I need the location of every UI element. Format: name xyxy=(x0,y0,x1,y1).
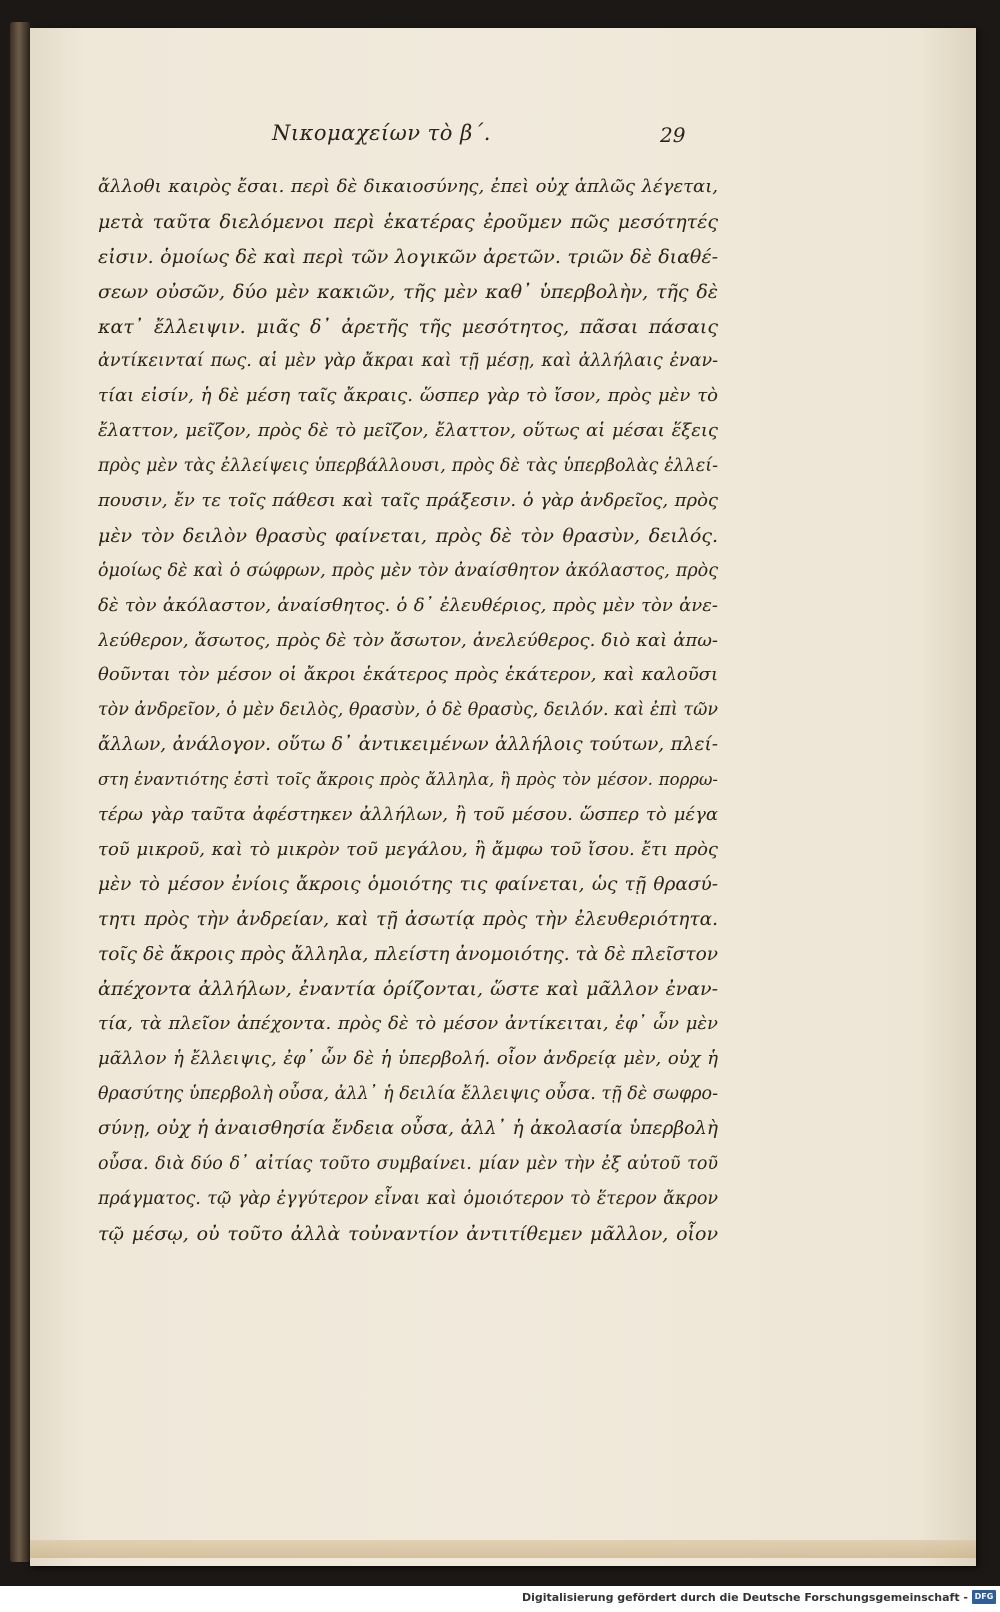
text-line: θοῦνται τὸν μέσον οἱ ἄκροι ἑκάτερος πρὸς ἑκάτερον, καὶ καλοῦσι xyxy=(98,664,718,686)
text-line: στη ἐναντιότης ἐστὶ τοῖς ἄκροις πρὸς ἄλληλα, ἢ πρὸς τὸν μέσον. πορρω- xyxy=(98,770,718,790)
text-line: τία, τὰ πλεῖον ἀπέχοντα. πρὸς δὲ τὸ μέσον ἀντίκειται, ἐφ᾿ ὧν μὲν xyxy=(98,1013,718,1035)
text-line: ἀπέχοντα ἀλλήλων, ἐναντία ὁρίζονται, ὥστε καὶ μᾶλλον ἐναν- xyxy=(98,978,718,1001)
text-line: σύνῃ, οὐχ ἡ ἀναισθησία ἔνδεια οὖσα, ἀλλ᾿ ἡ ἀκολασία ὑπερβολὴ xyxy=(98,1118,718,1140)
text-line: τίαι εἰσίν, ἡ δὲ μέση ταῖς ἄκραις. ὥσπερ γὰρ τὸ ἴσον, πρὸς μὲν τὸ xyxy=(98,385,718,407)
text-line: τέρω γὰρ ταῦτα ἀφέστηκεν ἀλλήλων, ἢ τοῦ μέσου. ὥσπερ τὸ μέγα xyxy=(98,804,718,826)
body-text xyxy=(98,170,718,1252)
text-line: τοῖς δὲ ἄκροις πρὸς ἄλληλα, πλείστη ἀνομοιότης. τὰ δὲ πλεῖστον xyxy=(98,943,718,965)
text-line: εἰσιν. ὁμοίως δὲ καὶ περὶ τῶν λογικῶν ἀρετῶν. τριῶν δὲ διαθέ- xyxy=(98,245,718,268)
text-line: τητι πρὸς τὴν ἀνδρείαν, καὶ τῇ ἀσωτίᾳ πρὸς τὴν ἐλευθεριότητα. xyxy=(98,908,718,930)
text-line: τῷ μέσῳ, οὐ τοῦτο ἀλλὰ τοὐναντίον ἀντιτίθεμεν μᾶλλον, οἷον xyxy=(98,1222,718,1245)
book-spine xyxy=(10,22,30,1562)
page-number: 29 xyxy=(660,123,686,147)
text-line: ἔλαττον, μεῖζον, πρὸς δὲ τὸ μεῖζον, ἔλαττον, οὕτως αἱ μέσαι ἕξεις xyxy=(98,420,718,442)
text-line: ἄλλοθι καιρὸς ἔσαι. περὶ δὲ δικαιοσύνης, ἐπεὶ οὐχ ἁπλῶς λέγεται, xyxy=(98,176,718,197)
text-line: τὸν ἀνδρεῖον, ὁ μὲν δειλὸς, θρασὺν, ὁ δὲ θρασὺς, δειλόν. καὶ ἐπὶ τῶν xyxy=(98,700,718,721)
running-head xyxy=(30,121,976,161)
text-line: δὲ τὸν ἀκόλαστον, ἀναίσθητος. ὁ δ᾿ ἐλευθέριος, πρὸς μὲν τὸν ἀνε- xyxy=(98,594,718,616)
book-page xyxy=(30,28,976,1566)
text-line: μᾶλλον ἡ ἔλλειψις, ἐφ᾿ ὧν δὲ ἡ ὑπερβολή. οἷον ἀνδρείᾳ μὲν, οὐχ ἡ xyxy=(98,1048,718,1070)
text-line: σεων οὐσῶν, δύο μὲν κακιῶν, τῆς μὲν καθ᾿ ὑπερβολὴν, τῆς δὲ xyxy=(98,280,718,303)
text-line: τοῦ μικροῦ, καὶ τὸ μικρὸν τοῦ μεγάλου, ἢ ἄμφω τοῦ ἴσου. ἔτι πρὸς xyxy=(98,838,718,860)
text-line: θρασύτης ὑπερβολὴ οὖσα, ἀλλ᾿ ἡ δειλία ἔλλειψις οὖσα. τῇ δὲ σωφρο- xyxy=(98,1084,718,1105)
text-line: μὲν τὸ μέσον ἐνίοις ἄκροις ὁμοιότης τις φαίνεται, ὡς τῇ θρασύ- xyxy=(98,873,718,895)
text-line: πουσιν, ἔν τε τοῖς πάθεσι καὶ ταῖς πράξεσιν. ὁ γὰρ ἀνδρεῖος, πρὸς xyxy=(98,490,718,512)
running-title: Νικομαχείων τὸ β΄. xyxy=(272,121,491,145)
text-line: ἄλλων, ἀνάλογον. οὕτω δ᾿ ἀντικειμένων ἀλλήλοις τούτων, πλεί- xyxy=(98,734,718,756)
text-line: πρὸς μὲν τὰς ἐλλείψεις ὑπερβάλλουσι, πρὸς δὲ τὰς ὑπερβολὰς ἐλλεί- xyxy=(98,456,718,477)
dfg-logo: DFG xyxy=(972,1590,996,1604)
text-line: πράγματος. τῷ γὰρ ἐγγύτερον εἶναι καὶ ὁμοιότερον τὸ ἕτερον ἄκρον xyxy=(98,1188,718,1209)
text-line: μὲν τὸν δειλὸν θρασὺς φαίνεται, πρὸς δὲ τὸν θρασὺν, δειλός. xyxy=(98,524,718,547)
text-line: λεύθερον, ἄσωτος, πρὸς δὲ τὸν ἄσωτον, ἀνελεύθερος. διὸ καὶ ἀπω- xyxy=(98,629,718,651)
page-edge xyxy=(30,1540,976,1558)
footer-bar xyxy=(0,1586,1000,1612)
text-line: κατ᾿ ἔλλειψιν. μιᾶς δ᾿ ἀρετῆς τῆς μεσότητος, πᾶσαι πάσαις xyxy=(98,315,718,338)
text-line: ὁμοίως δὲ καὶ ὁ σώφρων, πρὸς μὲν τὸν ἀναίσθητον ἀκόλαστος, πρὸς xyxy=(98,560,718,581)
text-line: οὖσα. διὰ δύο δ᾿ αἰτίας τοῦτο συμβαίνει. μίαν μὲν τὴν ἐξ αὐτοῦ τοῦ xyxy=(98,1153,718,1174)
text-line: μετὰ ταῦτα διελόμενοι περὶ ἑκατέρας ἐροῦμεν πῶς μεσότητές xyxy=(98,210,718,233)
funding-note: Digitalisierung gefördert durch die Deutsche Forschungsgemeinschaft - xyxy=(521,1591,968,1604)
text-line: ἀντίκεινταί πως. αἱ μὲν γὰρ ἄκραι καὶ τῇ μέσῃ, καὶ ἀλλήλαις ἐναν- xyxy=(98,351,718,372)
